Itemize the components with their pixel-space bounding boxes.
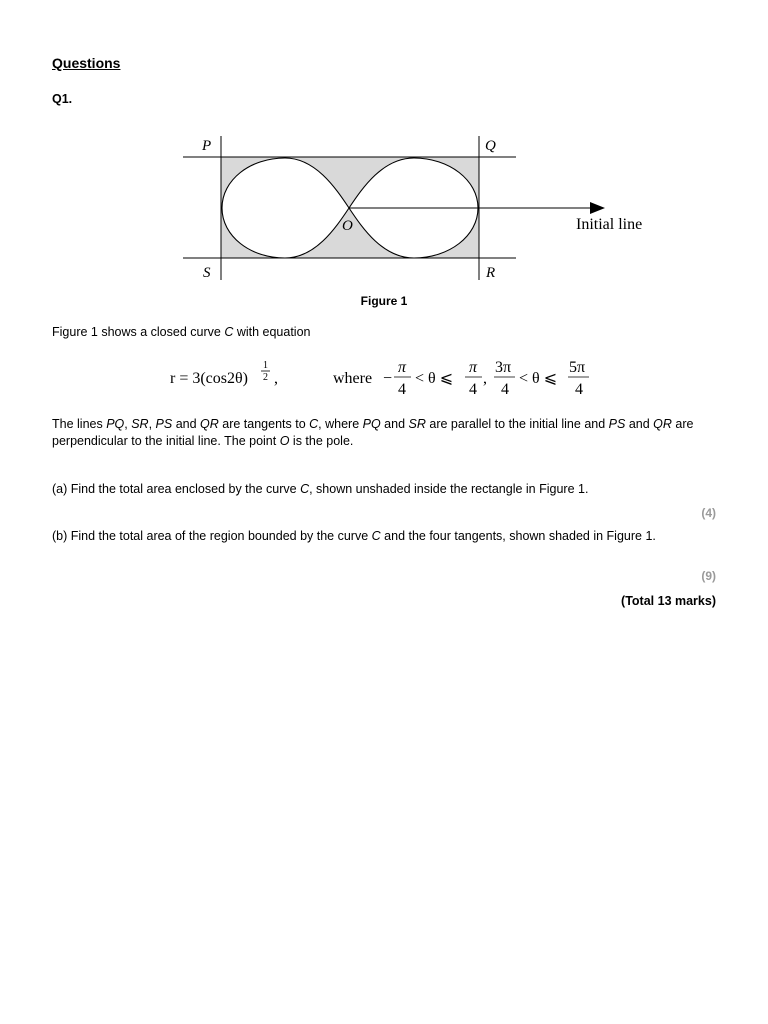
svg-text:< θ ⩽: < θ ⩽ [415, 370, 454, 387]
svg-text:where: where [333, 370, 373, 387]
label-S: S [203, 265, 211, 281]
question-number: Q1. [52, 92, 73, 106]
svg-text:,: , [483, 370, 487, 387]
svg-text:4: 4 [501, 381, 509, 398]
svg-text:4: 4 [469, 381, 477, 398]
initial-line-label: Initial line [576, 216, 643, 233]
label-R: R [486, 265, 496, 281]
svg-text:5π: 5π [569, 359, 586, 376]
part-a-text: (a) Find the total area enclosed by the curve C, shown unshaded inside the rectangle in Figure 1. [52, 482, 589, 496]
svg-text:1: 1 [263, 360, 268, 371]
svg-text:3π: 3π [495, 359, 512, 376]
total-marks: (Total 13 marks) [621, 594, 716, 608]
label-O: O [342, 218, 353, 234]
svg-text:π: π [398, 359, 407, 376]
part-a-marks: (4) [701, 506, 716, 520]
page-heading: Questions [52, 55, 121, 71]
arrow-head-icon [590, 202, 605, 214]
svg-text:r = 3(cos2θ): r = 3(cos2θ) [170, 370, 248, 387]
intro-text: Figure 1 shows a closed curve C with equation [52, 325, 311, 339]
svg-text:2: 2 [263, 372, 268, 383]
svg-text:−: − [383, 370, 393, 387]
svg-text:4: 4 [398, 381, 406, 398]
svg-text:< θ ⩽: < θ ⩽ [519, 370, 558, 387]
svg-text:4: 4 [575, 381, 583, 398]
figure-1-diagram [180, 130, 660, 290]
svg-text:π: π [469, 359, 478, 376]
label-Q: Q [485, 138, 496, 154]
label-P: P [202, 138, 212, 154]
figure-caption: Figure 1 [360, 294, 408, 308]
part-b-marks: (9) [701, 569, 716, 583]
tangents-paragraph: The lines PQ, SR, PS and QR are tangents to C, where PQ and SR are parallel to the initial line and PS and QR are perpendicular to the initial line. The point O is the pole. [52, 417, 694, 448]
part-b-text: (b) Find the total area of the region bounded by the curve C and the four tangents, shown shaded in Figure 1. [52, 529, 656, 543]
curve-equation [170, 352, 610, 402]
svg-text:,: , [274, 370, 278, 387]
